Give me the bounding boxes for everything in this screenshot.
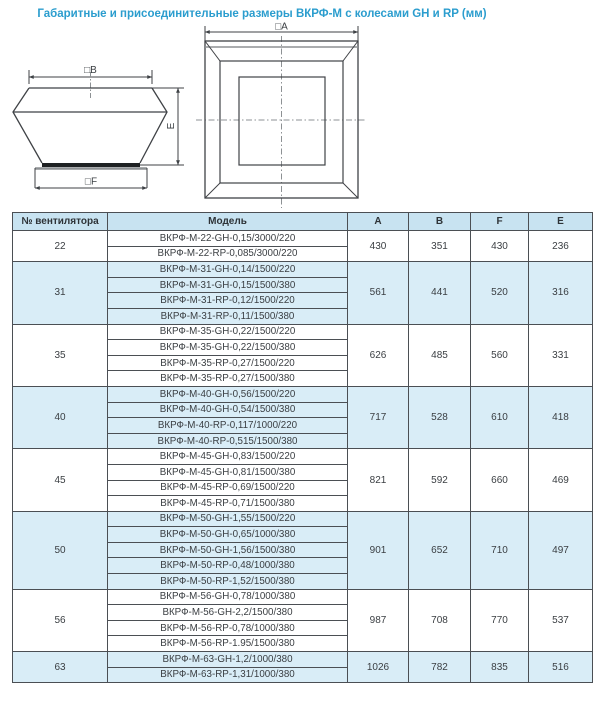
dimension-cell-a: 901 [348, 511, 409, 589]
header-dim-e: E [529, 213, 593, 231]
model-cell: ВКРФ-М-31-GH-0,15/1500/380 [108, 277, 348, 293]
dimension-cell-a: 561 [348, 262, 409, 324]
dimensions-table [12, 212, 593, 683]
fan-number-cell: 35 [13, 324, 108, 386]
model-cell: ВКРФ-М-35-GH-0,22/1500/220 [108, 324, 348, 340]
fan-number-cell: 50 [13, 511, 108, 589]
table-row [13, 511, 593, 527]
dimension-cell-b: 782 [409, 652, 471, 683]
fan-number-cell: 56 [13, 589, 108, 651]
model-cell: ВКРФ-М-35-RP-0,27/1500/380 [108, 371, 348, 387]
model-cell: ВКРФ-М-56-GH-2,2/1500/380 [108, 605, 348, 621]
dim-label-b: □B [84, 65, 97, 76]
model-cell: ВКРФ-М-31-GH-0,14/1500/220 [108, 262, 348, 278]
model-cell: ВКРФ-М-31-RP-0,12/1500/220 [108, 293, 348, 309]
model-cell: ВКРФ-М-22-GH-0,15/3000/220 [108, 231, 348, 247]
model-cell: ВКРФ-М-40-GH-0,54/1500/380 [108, 402, 348, 418]
dimension-cell-b: 652 [409, 511, 471, 589]
dimension-cell-e: 236 [529, 231, 593, 262]
table-row [13, 262, 593, 278]
model-cell: ВКРФ-М-56-GH-0,78/1000/380 [108, 589, 348, 605]
dimension-cell-e: 516 [529, 652, 593, 683]
dimension-cell-a: 1026 [348, 652, 409, 683]
dimension-cell-a: 626 [348, 324, 409, 386]
model-cell: ВКРФ-М-35-GH-0,22/1500/380 [108, 340, 348, 356]
dimension-cell-b: 485 [409, 324, 471, 386]
page-title: Габаритные и присоединительные размеры ВКРФ-М с колесами GH и RP (мм) [37, 8, 487, 20]
dimension-cell-b: 592 [409, 449, 471, 511]
dimension-cell-b: 528 [409, 386, 471, 448]
table-row [13, 324, 593, 340]
dimension-cell-b: 708 [409, 589, 471, 651]
model-cell: ВКРФ-М-40-RP-0,117/1000/220 [108, 418, 348, 434]
dimension-cell-f: 610 [471, 386, 529, 448]
model-cell: ВКРФ-М-40-RP-0,515/1500/380 [108, 433, 348, 449]
table-body [13, 231, 593, 683]
model-cell: ВКРФ-М-45-GH-0,81/1500/380 [108, 464, 348, 480]
fan-number-cell: 45 [13, 449, 108, 511]
header-dim-f: F [471, 213, 529, 231]
fan-number-cell: 63 [13, 652, 108, 683]
dimension-cell-f: 770 [471, 589, 529, 651]
dim-label-e: E [166, 122, 177, 130]
dimension-cell-a: 987 [348, 589, 409, 651]
fan-number-cell: 22 [13, 231, 108, 262]
header-fan-number: № вентилятора [13, 213, 108, 231]
table-row [13, 231, 593, 247]
model-cell: ВКРФ-М-63-RP-1,31/1000/380 [108, 667, 348, 683]
dimension-cell-a: 717 [348, 386, 409, 448]
dimension-cell-e: 537 [529, 589, 593, 651]
dimension-cell-f: 520 [471, 262, 529, 324]
dimension-cell-a: 430 [348, 231, 409, 262]
dimension-cell-e: 316 [529, 262, 593, 324]
model-cell: ВКРФ-М-63-GH-1,2/1000/380 [108, 652, 348, 668]
dim-label-a: □A [275, 21, 288, 33]
dimension-cell-f: 560 [471, 324, 529, 386]
flange-strip [42, 163, 140, 167]
dimension-cell-f: 835 [471, 652, 529, 683]
table-row [13, 449, 593, 465]
top-view-drawing [196, 22, 367, 209]
model-cell: ВКРФ-М-40-GH-0,56/1500/220 [108, 386, 348, 402]
model-cell: ВКРФ-М-56-RP-0,78/1000/380 [108, 620, 348, 636]
dimension-cell-a: 821 [348, 449, 409, 511]
model-cell: ВКРФ-М-31-RP-0,11/1500/380 [108, 308, 348, 324]
table-row [13, 589, 593, 605]
dimension-cell-f: 430 [471, 231, 529, 262]
model-cell: ВКРФ-М-22-RP-0,085/3000/220 [108, 246, 348, 262]
model-cell: ВКРФ-М-45-RP-0,69/1500/220 [108, 480, 348, 496]
table-row [13, 652, 593, 668]
dimension-cell-e: 418 [529, 386, 593, 448]
dimension-cell-e: 497 [529, 511, 593, 589]
fan-number-cell: 40 [13, 386, 108, 448]
dimension-cell-e: 469 [529, 449, 593, 511]
model-cell: ВКРФ-М-45-RP-0,71/1500/380 [108, 496, 348, 512]
model-cell: ВКРФ-М-50-GH-0,65/1000/380 [108, 527, 348, 543]
dimension-cell-f: 660 [471, 449, 529, 511]
model-cell: ВКРФ-М-50-RP-0,48/1000/380 [108, 558, 348, 574]
model-cell: ВКРФ-М-35-RP-0,27/1500/220 [108, 355, 348, 371]
technical-drawings [0, 20, 603, 212]
dimension-cell-e: 331 [529, 324, 593, 386]
dimension-cell-f: 710 [471, 511, 529, 589]
model-cell: ВКРФ-М-50-GH-1,55/1500/220 [108, 511, 348, 527]
table-row [13, 386, 593, 402]
table-header-row [13, 213, 593, 231]
model-cell: ВКРФ-М-50-GH-1,56/1500/380 [108, 542, 348, 558]
header-model: Модель [108, 213, 348, 231]
dimension-cell-b: 351 [409, 231, 471, 262]
header-dim-b: B [409, 213, 471, 231]
model-cell: ВКРФ-М-50-RP-1,52/1500/380 [108, 574, 348, 590]
dim-label-f: □F [84, 176, 98, 188]
dimension-cell-b: 441 [409, 262, 471, 324]
model-cell: ВКРФ-М-45-GH-0,83/1500/220 [108, 449, 348, 465]
header-dim-a: A [348, 213, 409, 231]
side-view-drawing [13, 65, 184, 188]
model-cell: ВКРФ-М-56-RP-1.95/1500/380 [108, 636, 348, 652]
fan-number-cell: 31 [13, 262, 108, 324]
